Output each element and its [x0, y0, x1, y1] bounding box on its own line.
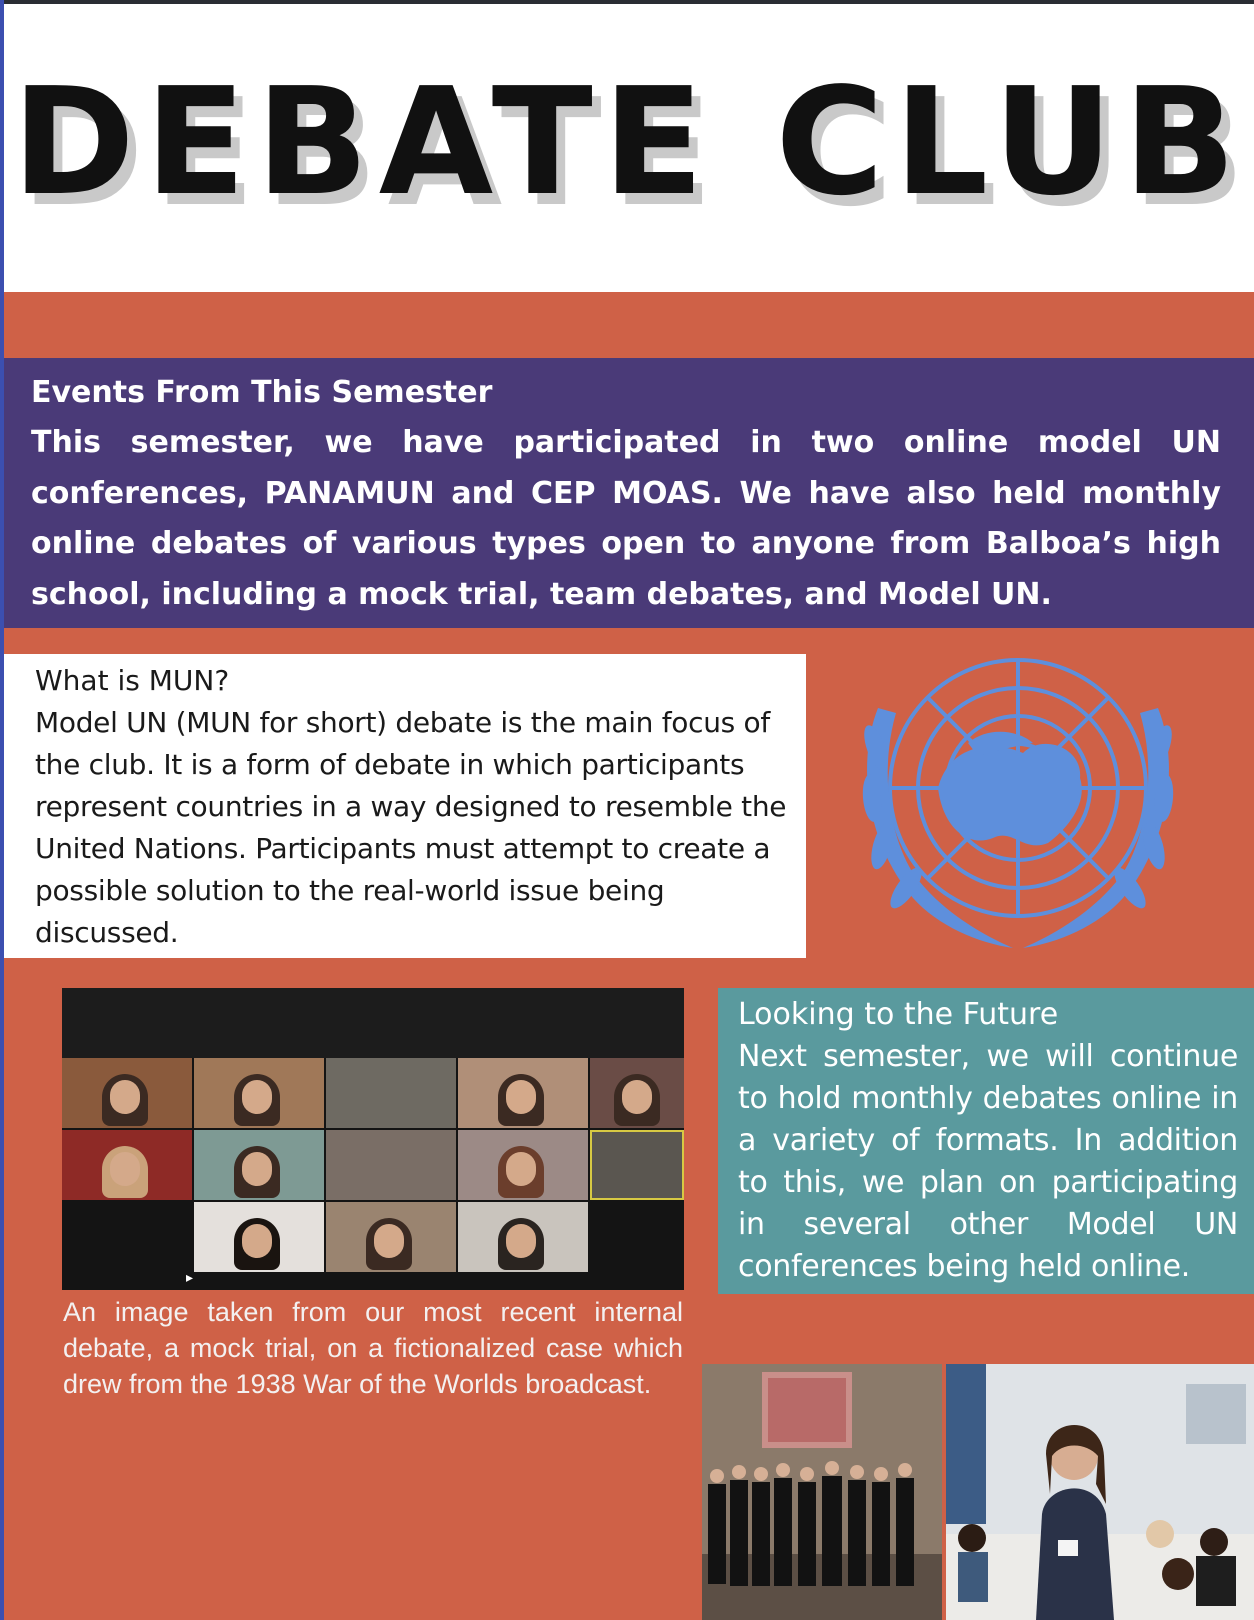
- classroom-photo: [946, 1364, 1254, 1620]
- group-photo: [702, 1364, 942, 1620]
- cursor-icon: ▸: [186, 1270, 194, 1286]
- participant-tile: [194, 1130, 324, 1200]
- mun-heading: What is MUN?: [35, 664, 230, 697]
- mun-panel: [4, 654, 806, 958]
- video-call-photo: [62, 988, 684, 1290]
- participant-tile: [194, 1058, 324, 1128]
- page-title: DEBATE CLUB: [11, 56, 1247, 228]
- participant-tile: [458, 1130, 588, 1200]
- mun-body: Model UN (MUN for short) debate is the main focus of the club. It is a form of debate in which participants represent countries in a way designed to resemble the United Nations. Participants must attempt to create a possible solution to the real-world issue being discussed.: [35, 706, 787, 949]
- participant-tile: [458, 1058, 588, 1128]
- events-heading: Events From This Semester: [31, 375, 493, 410]
- events-body: This semester, we have participated in two online model UN conferences, PANAMUN and CEP MOAS. We have also held monthly online debates of various types open to anyone from Balboa’s high school, including a mock trial, team debates, and Model UN.: [31, 425, 1221, 612]
- participant-tile: [590, 1058, 684, 1128]
- future-heading: Looking to the Future: [738, 997, 1059, 1032]
- photo-caption: An image taken from our most recent internal debate, a mock trial, on a fictionalized case which drew from the 1938 War of the Worlds broadcast.: [63, 1297, 683, 1399]
- video-call-toolbar: [62, 988, 684, 1058]
- participant-tile: [326, 1058, 456, 1128]
- header-banner: [4, 4, 1254, 292]
- future-body: Next semester, we will continue to hold monthly debates online in a variety of formats. In addition to this, we plan on participating in several other Model UN conferences being held online.: [738, 1039, 1238, 1284]
- participant-tile: [62, 1058, 192, 1128]
- participant-tile: [194, 1202, 324, 1272]
- participant-tile: [458, 1202, 588, 1272]
- un-emblem-icon: [818, 638, 1218, 978]
- participant-tile: [590, 1130, 684, 1200]
- future-panel: [718, 988, 1254, 1294]
- events-panel: [4, 358, 1254, 628]
- participant-tile: [326, 1202, 456, 1272]
- participant-tile: [326, 1130, 456, 1200]
- participant-tile: [62, 1130, 192, 1200]
